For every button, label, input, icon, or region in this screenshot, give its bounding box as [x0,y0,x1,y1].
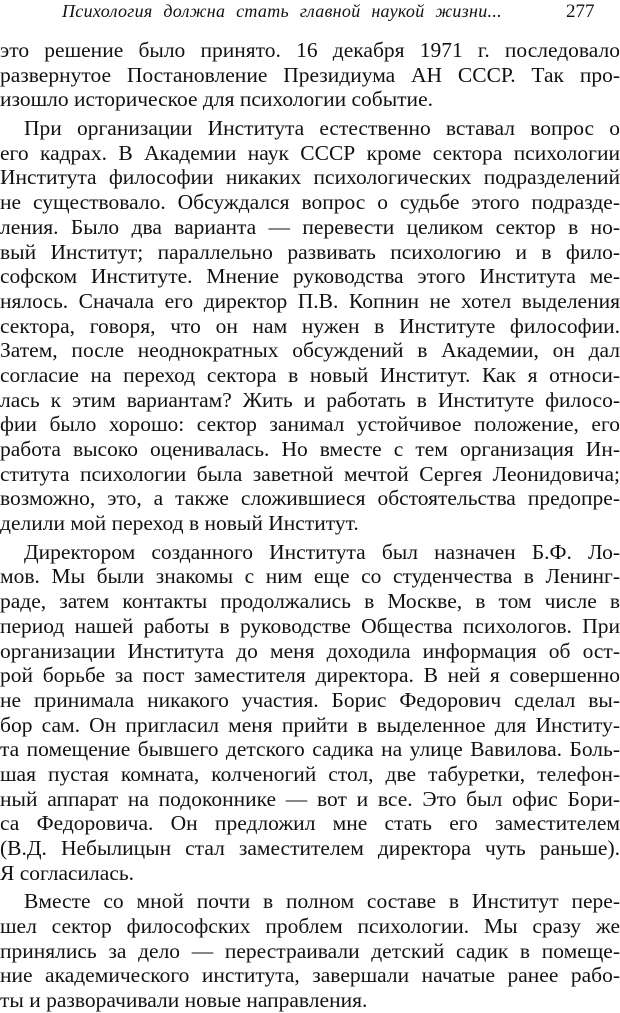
text-line: Директором созданного Института был назначен Б.Ф. Ло- [24,539,620,564]
text-line: шая пустая комната, колченогий стол, две табуретки, телефон- [0,761,620,786]
text-line: не принимала никакого участия. Борис Федорович сделал вы- [0,687,620,712]
paragraph-3 [0,540,620,886]
text-line: работа высоко оценивалась. Но вместе с тем организация Ин- [0,437,620,461]
text-line: возможно, это, а также сложившиеся обстоятельства предопре- [0,486,620,511]
text-line: са Федоровича. Он предложил мне стать его заместителем [0,811,620,836]
paragraph-4 [0,889,620,1012]
text-line: Я согласилась. [0,860,135,885]
text-line: шел сектор философских проблем психологии. Мы сразу же [0,914,620,939]
header-title: Психология должна стать главной наукой жизни... [62,1,502,21]
text-line: изошло историческое для психологии событие. [0,87,433,112]
text-line: нялось. Сначала его директор П.В. Копнин не хотел выделения [0,288,620,313]
paragraph-1 [0,38,620,112]
text-line: лась к этим вариантам? Жить и работать в Институте филосо- [0,387,620,412]
text-line: Вместе со мной почти в полном составе в Институт пере- [24,889,620,914]
text-line: фии было хорошо: сектор занимал устойчивое положение, его [0,412,620,437]
text-line: При организации Института естественно вставал вопрос о [24,116,620,141]
text-line: мов. Мы были знакомы с ним еще со студенчества в Ленинг- [0,564,620,589]
text-line: вый Институт; параллельно развивать психологию и в фило- [0,239,620,264]
page-number: 277 [566,1,595,22]
text-line: ние академического института, завершали начатые ранее рабо- [0,963,620,988]
text-line: организации Института до меня доходила информация об ост- [0,638,620,663]
text-line: ный аппарат на подоконнике — вот и все. Это был офис Бори- [0,786,620,811]
text-line: (В.Д. Небылицын стал заместителем директора чуть раньше). [0,836,620,860]
text-line: софском Институте. Мнение руководства этого Института ме- [0,264,620,289]
body-text [0,38,620,1013]
running-header [0,0,620,30]
text-line: принялись за дело — перестраивали детский садик в помеще- [0,938,620,963]
text-line: развернутое Постановление Президиума АН СССР. Так про- [0,62,620,87]
text-line: ления. Было два варианта — перевести целиком сектор в но- [0,214,620,239]
text-line: раде, затем контакты продолжались в Москве, в том числе в [0,589,620,614]
text-line: период нашей работы в руководстве Общества психологов. При [0,613,620,638]
text-line: это решение было принято. 16 декабря 1971 г. последовало [0,38,620,62]
text-line: сектора, говоря, что он нам нужен в Институте философии. [0,313,620,338]
text-line: Затем, после неоднократных обсуждений в Академии, он дал [0,338,620,363]
text-line: рой борьбе за пост заместителя директора. В ней я совершенно [0,663,620,688]
text-line: та помещение бывшего детского садика на улице Вавилова. Боль- [0,737,620,762]
text-line: его кадрах. В Академии наук СССР кроме сектора психологии [0,140,620,165]
text-line: согласие на переход сектора в новый Институт. Как я относи- [0,362,620,387]
text-line: Института философии никаких психологических подразделений [0,165,620,190]
paragraph-2 [0,116,620,536]
text-line: ты и разворачивали новые направления. [0,988,368,1013]
text-line: ститута психологии была заветной мечтой Сергея Леонидовича; [0,461,620,486]
text-line: бор сам. Он пригласил меня прийти в выделенное для Институ- [0,712,620,737]
text-line: делили мой переход в новый Институт. [0,511,359,536]
text-line: не существовало. Обсуждался вопрос о судьбе этого подразде- [0,190,620,215]
